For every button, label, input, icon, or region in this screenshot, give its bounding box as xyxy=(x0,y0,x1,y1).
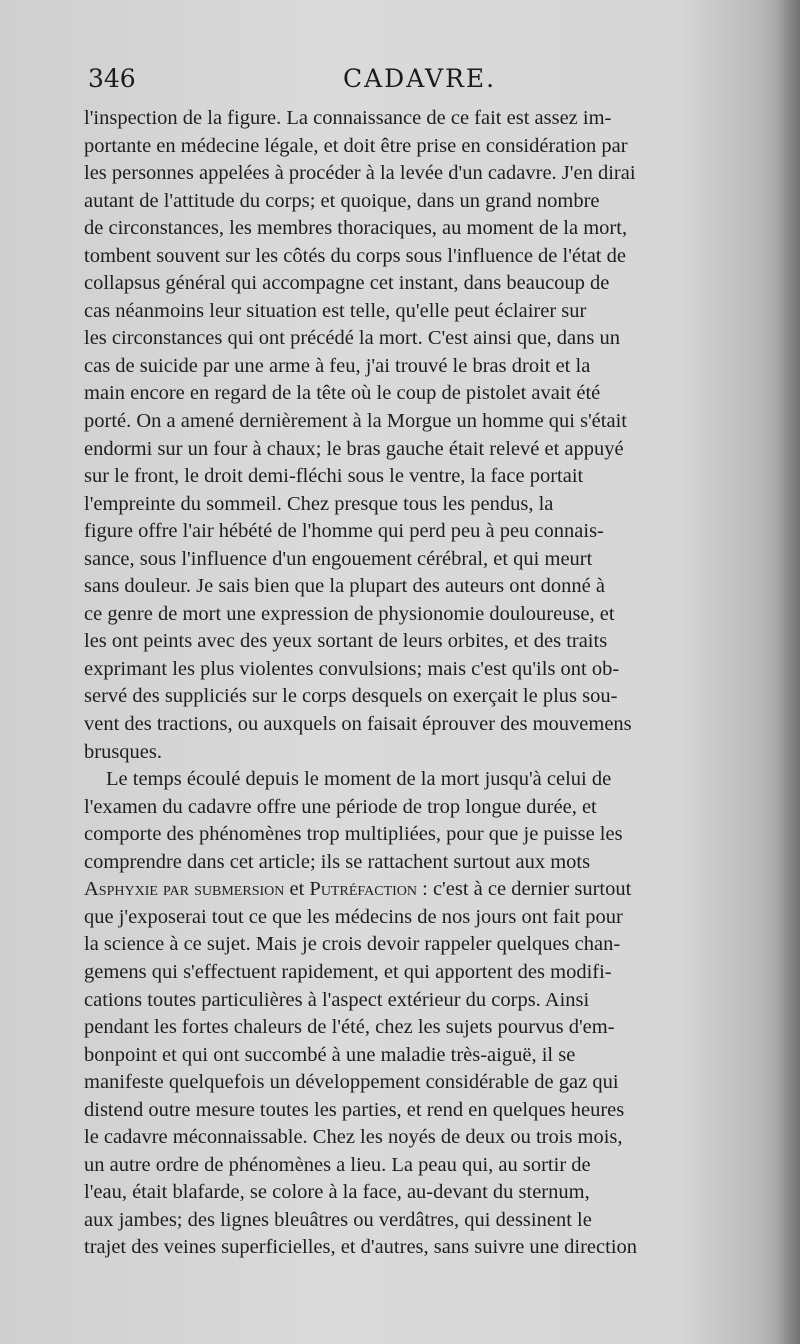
text-line: de circonstances, les membres thoraciques, au moment de la mort, xyxy=(84,217,628,240)
text-line: trajet des veines superficielles, et d'autres, sans suivre une direction xyxy=(84,1236,638,1259)
text-line: comporte des phénomènes trop multipliées, pour que je puisse les xyxy=(84,823,623,846)
text-line: sance, sous l'influence d'un engouement cérébral, et qui meurt xyxy=(84,547,593,570)
text-line: cas néanmoins leur situation est telle, qu'elle peut éclairer sur xyxy=(84,299,587,322)
text-line: aux jambes; des lignes bleuâtres ou verdâtres, qui dessinent le xyxy=(84,1208,592,1231)
text-line: servé des suppliciés sur le corps desquels on exerçait le plus sou- xyxy=(84,685,618,708)
text-line: manifeste quelquefois un développement considérable de gaz qui xyxy=(84,1071,619,1094)
text-line: exprimant les plus violentes convulsions; mais c'est qu'ils ont ob- xyxy=(84,657,620,680)
text-line: gemens qui s'effectuent rapidement, et qui apportent des modifi- xyxy=(84,960,612,983)
small-caps-term: Asphyxie par submersion xyxy=(84,878,285,901)
text-line: un autre ordre de phénomènes a lieu. La peau qui, au sortir de xyxy=(84,1153,591,1176)
line-continuation: : c'est à ce dernier surtout xyxy=(417,878,632,901)
body-text xyxy=(84,105,729,1262)
text-line: figure offre l'air hébété de l'homme qui perd peu à peu connais- xyxy=(84,520,604,543)
page-header xyxy=(88,64,728,100)
text-line: que j'exposerai tout ce que les médecins de nos jours ont fait pour xyxy=(84,905,623,928)
text-line: endormi sur un four à chaux; le bras gauche était relevé et appuyé xyxy=(84,437,624,460)
text-line: l'inspection de la figure. La connaissance de ce fait est assez im- xyxy=(84,107,612,129)
text-line: pendant les fortes chaleurs de l'été, chez les sujets pourvus d'em- xyxy=(84,1016,615,1039)
text-line: ce genre de mort une expression de physionomie douloureuse, et xyxy=(84,602,615,625)
text-line: porté. On a amené dernièrement à la Morgue un homme qui s'était xyxy=(84,410,627,433)
running-title: CADAVRE. xyxy=(343,64,497,93)
text-line: les personnes appelées à procéder à la levée d'un cadavre. J'en dirai xyxy=(84,162,636,185)
page-number: 346 xyxy=(88,64,136,93)
text-line: les circonstances qui ont précédé la mort. C'est ainsi que, dans un xyxy=(84,327,620,350)
text-line: bonpoint et qui ont succombé à une maladie très-aiguë, il se xyxy=(84,1043,576,1066)
conjunction: et xyxy=(284,878,310,901)
text-line: sur le front, le droit demi-fléchi sous le ventre, la face portait xyxy=(84,465,584,488)
text-line: cations toutes particulières à l'aspect extérieur du corps. Ainsi xyxy=(84,988,590,1011)
text-line: tombent souvent sur les côtés du corps sous l'influence de l'état de xyxy=(84,244,626,267)
text-line: cas de suicide par une arme à feu, j'ai trouvé le bras droit et la xyxy=(84,354,591,377)
text-line-small-caps xyxy=(84,876,729,904)
text-line: brusques. xyxy=(84,740,163,763)
text-line: portante en médecine légale, et doit être prise en considération par xyxy=(84,134,628,157)
text-line: l'examen du cadavre offre une période de trop longue durée, et xyxy=(84,795,597,818)
text-line: autant de l'attitude du corps; et quoique, dans un grand nombre xyxy=(84,189,600,212)
text-line: comprendre dans cet article; ils se rattachent surtout aux mots xyxy=(84,850,591,873)
text-line: les ont peints avec des yeux sortant de leurs orbites, et des traits xyxy=(84,630,608,653)
paragraph-start-line: Le temps écoulé depuis le moment de la mort jusqu'à celui de xyxy=(106,768,612,791)
text-line: vent des tractions, ou auxquels on faisait éprouver des mouvemens xyxy=(84,713,632,736)
text-line: distend outre mesure toutes les parties, et rend en quelques heures xyxy=(84,1098,625,1121)
text-line: main encore en regard de la tête où le coup de pistolet avait été xyxy=(84,382,601,405)
small-caps-term: Putréfaction xyxy=(309,878,418,901)
text-line: sans douleur. Je sais bien que la plupart des auteurs ont donné à xyxy=(84,575,605,598)
text-line: collapsus général qui accompagne cet instant, dans beaucoup de xyxy=(84,272,610,295)
text-line: l'empreinte du sommeil. Chez presque tous les pendus, la xyxy=(84,492,554,515)
text-line: la science à ce sujet. Mais je crois devoir rappeler quelques chan- xyxy=(84,933,621,956)
text-line: l'eau, était blafarde, se colore à la face, au-devant du sternum, xyxy=(84,1181,590,1204)
text-line: le cadavre méconnaissable. Chez les noyés de deux ou trois mois, xyxy=(84,1126,623,1149)
